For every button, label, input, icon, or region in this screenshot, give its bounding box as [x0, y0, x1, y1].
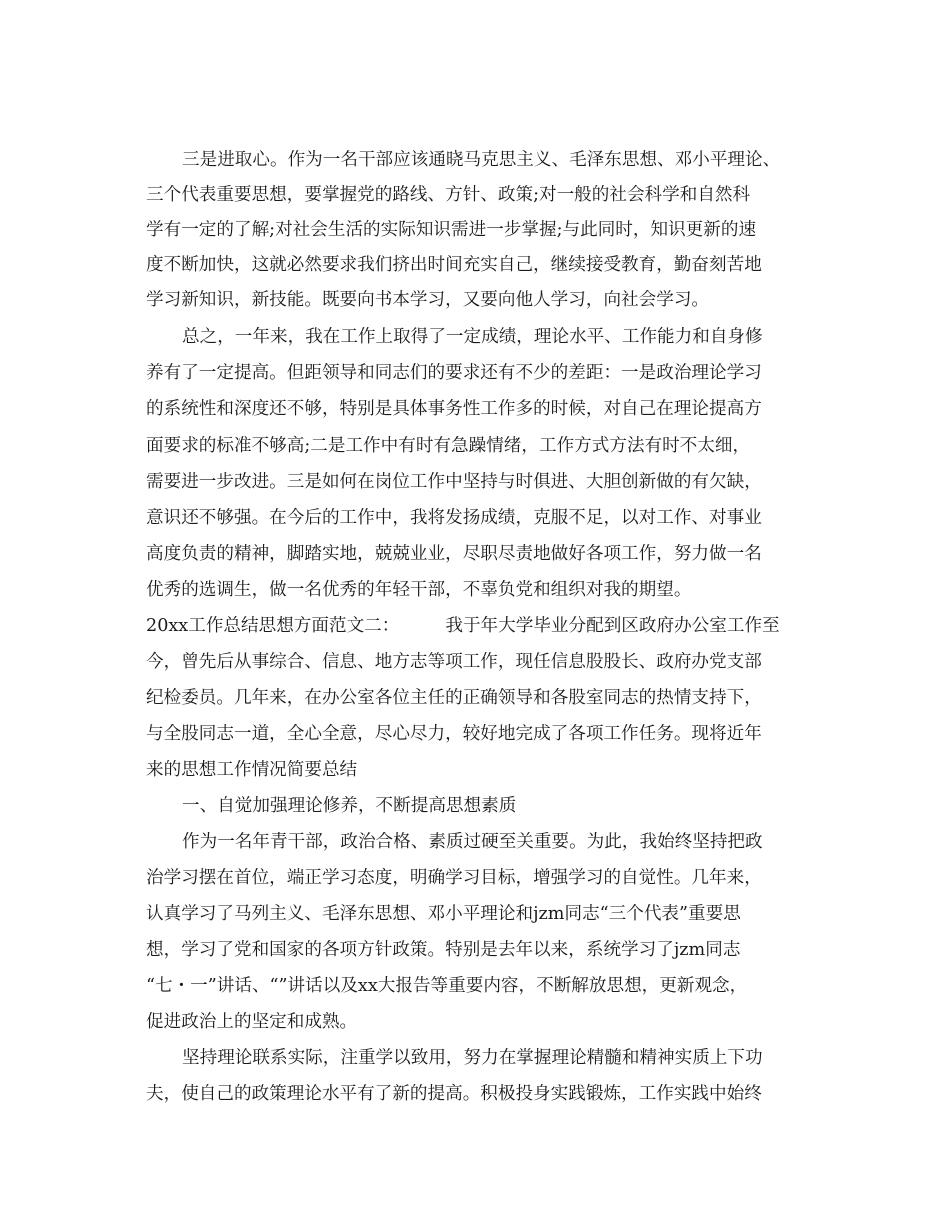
section-heading: 20xx工作总结思想方面范文二：	[146, 616, 400, 636]
text-line: 来的思想工作情况简要总结	[146, 760, 358, 780]
text-line: 与全股同志一道，全心全意，尽心尽力，较好地完成了各项工作任务。现将近年	[146, 724, 762, 744]
text-line: 优秀的选调生，做一名优秀的年轻干部，不辜负党和组织对我的期望。	[146, 580, 692, 600]
text-line: 纪检委员。几年来，在办公室各位主任的正确领导和各股室同志的热情支持下，	[146, 688, 762, 708]
text-line: 坚持理论联系实际，注重学以致用，努力在掌握理论精髓和精神实质上下功	[182, 1048, 763, 1068]
text-line: 认真学习了马列主义、毛泽东思想、邓小平理论和jzm同志“三个代表”重要思	[146, 904, 741, 924]
text-line: 作为一名年青干部，政治合格、素质过硬至关重要。为此，我始终坚持把政	[182, 832, 763, 852]
text-line: 总之，一年来，我在工作上取得了一定成绩，理论水平、工作能力和自身修	[182, 327, 763, 347]
text-line: 意识还不够强。在今后的工作中，我将发扬成绩，克服不足，以对工作、对事业	[146, 508, 762, 528]
subheading: 一、自觉加强理论修养，不断提高思想素质	[182, 796, 517, 816]
text-line	[146, 614, 780, 638]
text-line: 想，学习了党和国家的各项方针政策。特别是去年以来，系统学习了jzm同志	[146, 940, 741, 960]
text-line: 面要求的标准不够高;二是工作中有时有急躁情绪，工作方式方法有时不太细，	[146, 436, 751, 456]
text-line: “七・一”讲话、“”讲话以及xx大报告等重要内容，不断解放思想，更新观念，	[146, 976, 748, 996]
text-line: 治学习摆在首位，端正学习态度，明确学习目标，增强学习的自觉性。几年来，	[146, 868, 762, 888]
text-line: 度不断加快，这就必然要求我们挤出时间充实自己，继续接受教育，勤奋刻苦地	[146, 255, 762, 275]
text-line: 今，曾先后从事综合、信息、地方志等项工作，现任信息股股长、政府办党支部	[146, 652, 762, 672]
text-line: 的系统性和深度还不够，特别是具体事务性工作多的时候，对自己在理论提高方	[146, 399, 762, 419]
text-line: 三是进取心。作为一名干部应该通晓马克思主义、毛泽东思想、邓小平理论、	[182, 150, 781, 170]
text-line: 促进政治上的坚定和成熟。	[146, 1012, 358, 1032]
text-line: 需要进一步改进。三是如何在岗位工作中坚持与时俱进、大胆创新做的有欠缺，	[146, 472, 762, 492]
text-line: 夫，使自己的政策理论水平有了新的提高。积极投身实践锻炼，工作实践中始终	[146, 1084, 762, 1104]
text-line: 三个代表重要思想，要掌握党的路线、方针、政策;对一般的社会科学和自然科	[146, 185, 751, 205]
text-line: 学有一定的了解;对社会生活的实际知识需进一步掌握;与此同时，知识更新的速	[146, 220, 757, 240]
text-line: 高度负责的精神，脚踏实地，兢兢业业，尽职尽责地做好各项工作，努力做一名	[146, 544, 762, 564]
text-fragment: 我于年大学毕业分配到区政府办公室工作至	[445, 616, 780, 636]
text-line: 学习新知识，新技能。既要向书本学习，又要向他人学习，向社会学习。	[146, 290, 710, 310]
text-line: 养有了一定提高。但距领导和同志们的要求还有不少的差距：一是政治理论学习	[146, 363, 762, 383]
